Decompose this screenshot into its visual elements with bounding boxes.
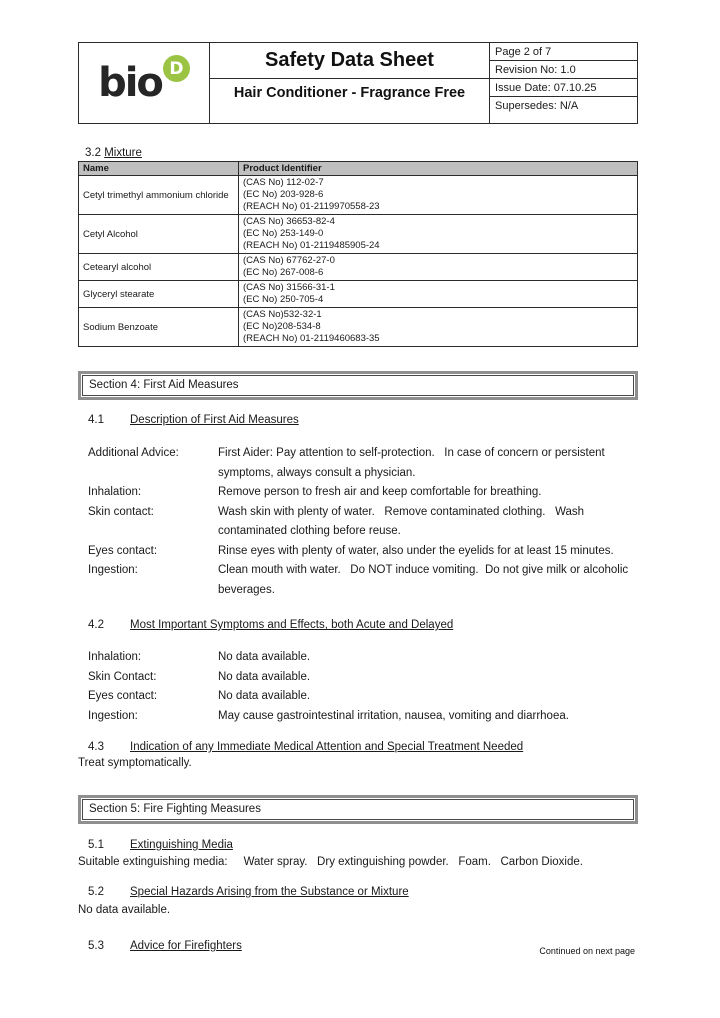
continued-note: Continued on next page [539, 946, 635, 956]
mixture-section-title: Mixture [104, 147, 142, 159]
row-value: No data available. [218, 651, 311, 663]
row-value: Clean mouth with water. Do NOT induce vomiting. Do not give milk or alcoholic beverages. [218, 564, 632, 596]
row-label: Ingestion: [88, 564, 138, 576]
section-5-banner-title: Section 5: Fire Fighting Measures [82, 799, 634, 820]
ec-number: (EC No) 203-928-6 [243, 189, 324, 200]
table-header-row [79, 162, 638, 176]
ec-number: (EC No) 267-008-6 [243, 267, 324, 278]
row-value: Rinse eyes with plenty of water, also under the eyelids for at least 15 minutes. [218, 544, 614, 557]
subsection-4-3-heading [88, 741, 638, 753]
cas-number: (CAS No) 67762-27-0 [243, 255, 335, 266]
subsection-number: 5.1 [88, 839, 104, 851]
row-label: Skin Contact: [88, 670, 157, 683]
cas-number: (CAS No) 31566-31-1 [243, 282, 335, 293]
section-5-banner [78, 795, 638, 824]
substance-name: Cetearyl alcohol [79, 254, 239, 281]
reach-number: (REACH No) 01-2119970558-23 [243, 201, 380, 212]
table-row [79, 308, 638, 347]
substance-identifiers [239, 254, 638, 281]
cas-number: (CAS No)532-32-1 [243, 309, 322, 320]
logo-text: bio [98, 60, 162, 106]
substance-identifiers [239, 176, 638, 215]
special-hazards-text: No data available. [78, 904, 171, 916]
biod-logo [98, 53, 190, 113]
substance-name: Cetyl Alcohol [79, 215, 239, 254]
logo-cell [79, 43, 209, 123]
column-header-name: Name [79, 162, 239, 176]
subsection-number: 4.1 [88, 414, 104, 426]
subsection-number: 5.2 [88, 886, 104, 898]
extinguishing-media-text: Suitable extinguishing media: Water spray. Dry extinguishing powder. Foam. Carbon Dioxide. [78, 856, 583, 868]
subsection-4-1-heading [88, 414, 638, 426]
row-label: Skin contact: [88, 505, 154, 518]
ec-number: (EC No)208-534-8 [243, 321, 321, 332]
page-number: Page 2 of 7 [490, 43, 637, 61]
ec-number: (EC No) 253-149-0 [243, 228, 324, 239]
substance-name: Sodium Benzoate [79, 308, 239, 347]
reach-number: (REACH No) 01-2119485905-24 [243, 240, 380, 251]
subsection-5-2-heading [88, 886, 638, 898]
subsection-title: Extinguishing Media [130, 839, 233, 851]
table-row [79, 254, 638, 281]
supersedes: Supersedes: N/A [495, 100, 579, 112]
symptoms-effects-list [88, 648, 636, 726]
row-value: Remove person to fresh air and keep comfortable for breathing. [218, 486, 542, 498]
subsection-title: Indication of any Immediate Medical Attention and Special Treatment Needed [130, 741, 524, 753]
subsection-5-1-heading [88, 839, 638, 851]
row-label: Inhalation: [88, 651, 142, 663]
subsection-number: 4.3 [88, 741, 104, 753]
reach-number: (REACH No) 01-2119460683-35 [243, 333, 380, 344]
treatment-advice-text: Treat symptomatically. [78, 757, 192, 769]
substance-name: Cetyl trimethyl ammonium chloride [79, 176, 239, 215]
row-value: Wash skin with plenty of water. Remove contaminated clothing. Wash contaminated clothing before reuse. [218, 505, 588, 537]
row-value: First Aider: Pay attention to self-protection. In case of concern or persistent symptoms, always consult a physician. [218, 447, 608, 479]
column-header-product-identifier: Product Identifier [239, 162, 638, 176]
logo-d-badge-icon: D [163, 55, 190, 82]
title-cell [209, 43, 490, 123]
issue-date: Issue Date: 07.10.25 [490, 79, 637, 97]
table-row [79, 176, 638, 215]
subsection-4-2-heading [88, 619, 638, 631]
cas-number: (CAS No) 112-02-7 [243, 177, 324, 188]
table-row [79, 281, 638, 308]
row-value: May cause gastrointestinal irritation, nausea, vomiting and diarrhoea. [218, 709, 569, 722]
subsection-title: Special Hazards Arising from the Substance or Mixture [130, 886, 409, 898]
subsection-title: Advice for Firefighters [130, 940, 242, 952]
header-meta [490, 43, 637, 123]
first-aid-measures-list [88, 444, 636, 600]
document-header [78, 42, 638, 124]
section-4-banner [78, 371, 638, 400]
row-label: Eyes contact: [88, 690, 158, 702]
row-value: No data available. [218, 670, 311, 683]
mixture-table [78, 161, 638, 347]
document-title: Safety Data Sheet [210, 43, 489, 79]
cas-number: (CAS No) 36653-82-4 [243, 216, 335, 227]
row-label: Inhalation: [88, 486, 142, 498]
substance-identifiers [239, 215, 638, 254]
revision-number: Revision No: 1.0 [490, 61, 637, 79]
mixture-section-number: 3.2 [85, 147, 101, 159]
section-4-banner-title: Section 4: First Aid Measures [82, 375, 634, 396]
substance-identifiers [239, 281, 638, 308]
substance-identifiers [239, 308, 638, 347]
product-name: Hair Conditioner - Fragrance Free [233, 85, 466, 101]
mixture-section-heading [85, 147, 638, 159]
substance-name: Glyceryl stearate [79, 281, 239, 308]
subsection-title: Description of First Aid Measures [130, 414, 299, 426]
subsection-number: 4.2 [88, 619, 104, 631]
row-label: Additional Advice: [88, 447, 179, 459]
subsection-title: Most Important Symptoms and Effects, both Acute and Delayed [130, 619, 454, 631]
ec-number: (EC No) 250-705-4 [243, 294, 324, 305]
row-label: Eyes contact: [88, 544, 158, 557]
table-row [79, 215, 638, 254]
row-label: Ingestion: [88, 709, 138, 722]
subsection-number: 5.3 [88, 940, 104, 952]
row-value: No data available. [218, 690, 311, 702]
